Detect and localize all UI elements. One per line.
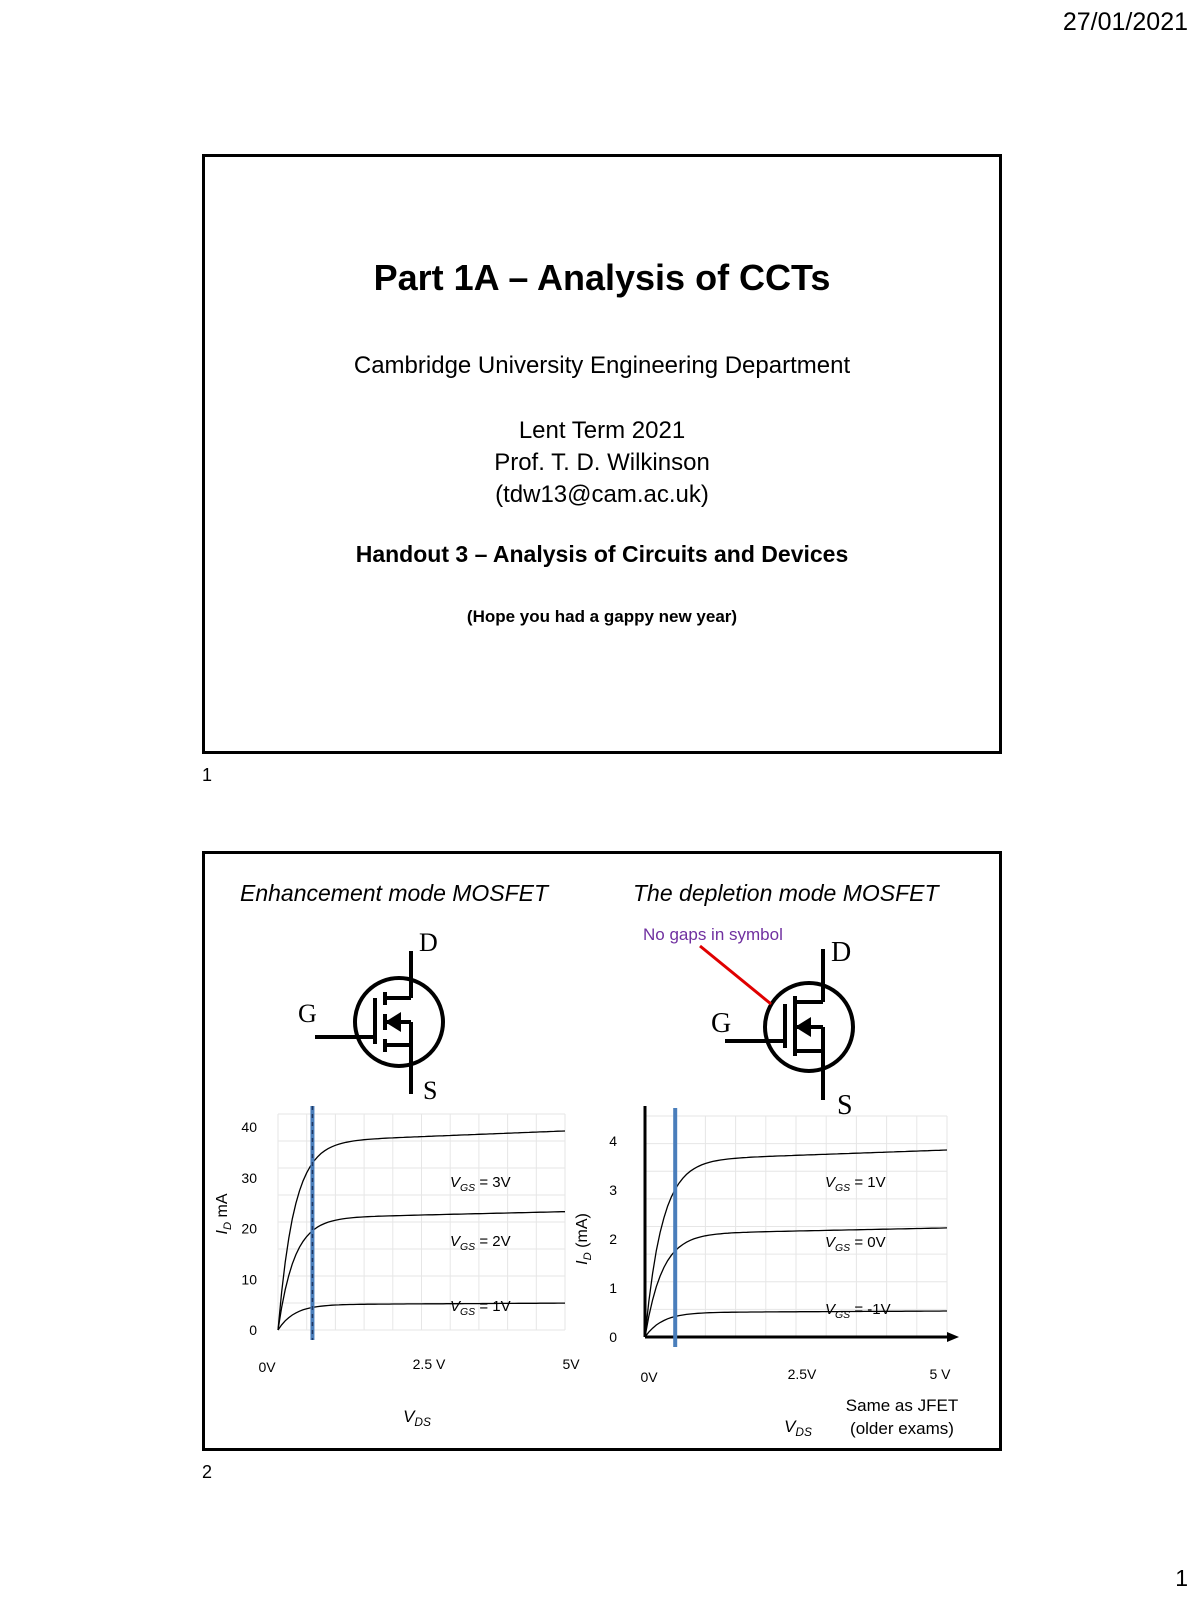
x-tick-label: 2.5V: [787, 1366, 817, 1382]
y-axis-label: $I_D$ mA: [214, 1193, 234, 1235]
series-label-3: $V_{GS} = -1V$: [825, 1301, 891, 1321]
slide-title: Part 1A – Analysis of CCTs: [373, 257, 831, 298]
y-axis-label: $I_D$ (mA): [574, 1213, 594, 1265]
x-tick-label: 0V: [258, 1359, 276, 1375]
enhancement-heading: Enhancement mode MOSFET: [240, 880, 549, 906]
x-tick-label: 5 V: [929, 1366, 951, 1382]
footnote-line-1: Same as JFET: [845, 1396, 959, 1415]
depletion-mosfet-symbol: [725, 949, 853, 1100]
department-name: Cambridge University Engineering Department: [353, 352, 851, 379]
lecturer-email: (tdw13@cam.ac.uk): [495, 481, 709, 508]
y-tick-label: 20: [241, 1220, 257, 1237]
handout-title: Handout 3 – Analysis of Circuits and Devices: [355, 541, 849, 567]
y-tick-label: 0: [249, 1322, 257, 1338]
x-tick-label: 2.5 V: [412, 1356, 446, 1372]
y-tick-label: 1: [609, 1280, 617, 1296]
y-tick-label: 40: [241, 1119, 257, 1135]
print-date: 27/01/2021: [1062, 8, 1188, 36]
x-tick-label: 5V: [562, 1356, 580, 1372]
y-tick-label: 4: [609, 1133, 617, 1149]
series-label-2: $V_{GS} = 2V$: [450, 1233, 511, 1253]
y-tick-label: 3: [609, 1182, 617, 1198]
series-label-1: $V_{GS} = 1V$: [825, 1174, 886, 1194]
lecturer-name: Prof. T. D. Wilkinson: [494, 449, 710, 476]
slide-note: (Hope you had a gappy new year): [466, 607, 738, 626]
depletion-iv-chart: [574, 1106, 959, 1439]
enhancement-mosfet-symbol: [315, 951, 443, 1094]
x-axis-label: $V_{DS}$: [403, 1407, 431, 1429]
y-tick-label: 0: [609, 1329, 617, 1345]
no-gaps-annotation: No gaps in symbol: [643, 925, 783, 944]
enhancement-gate-label: G: [298, 999, 317, 1028]
x-axis-arrow: [947, 1332, 959, 1342]
depletion-gate-label: G: [711, 1008, 732, 1039]
slide-number-2: 2: [202, 1462, 213, 1482]
enhancement-iv-chart: [214, 1106, 580, 1429]
series-label-2: $V_{GS} = 0V$: [825, 1234, 886, 1254]
y-tick-label: 2: [609, 1231, 617, 1247]
page-number: 1: [1175, 1565, 1188, 1591]
term-text: Lent Term 2021: [518, 417, 686, 444]
slide-1-frame: [202, 154, 1002, 754]
slide-2-frame: [202, 851, 1002, 1451]
enhancement-drain-label: D: [419, 928, 438, 957]
slide-2-canvas: [205, 854, 999, 1448]
depletion-drain-label: D: [831, 937, 852, 968]
x-axis-label: $V_{DS}$: [784, 1417, 812, 1439]
x-tick-label: 0V: [640, 1369, 658, 1385]
series-label-3: $V_{GS} = 1V$: [450, 1298, 511, 1318]
y-tick-label: 30: [241, 1169, 257, 1186]
course-info: [205, 415, 999, 511]
footnote-line-2: (older exams): [850, 1419, 954, 1438]
depletion-source-label: S: [837, 1090, 853, 1121]
y-tick-label: 10: [241, 1271, 257, 1288]
depletion-heading: The depletion mode MOSFET: [633, 880, 939, 906]
annotation-pointer-arrow: [700, 946, 771, 1004]
slide-number-1: 1: [202, 765, 213, 785]
series-label-1: $V_{GS} = 3V$: [450, 1174, 511, 1194]
enhancement-source-label: S: [423, 1076, 438, 1105]
